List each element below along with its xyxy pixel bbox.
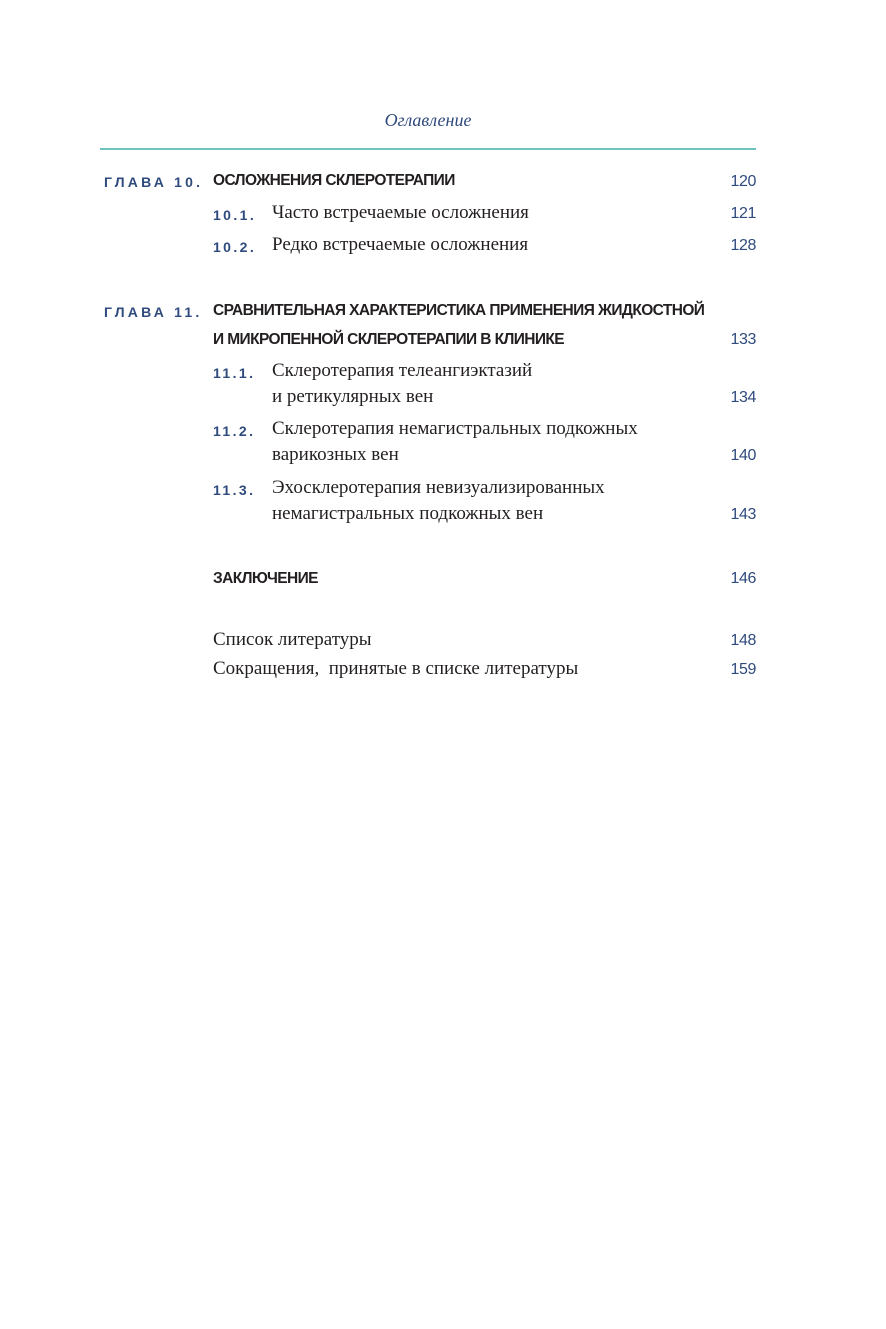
section-title-line-1[interactable]: Эхосклеротерапия невизуализированных bbox=[272, 477, 605, 498]
section-title[interactable]: Редко встречаемые осложнения bbox=[272, 234, 529, 255]
section-number: 11.3. bbox=[213, 482, 256, 498]
section-number: 11.1. bbox=[213, 365, 256, 381]
section-title-line-1[interactable]: Склеротерапия немагистральных подкожных bbox=[272, 418, 638, 439]
section-title-line-1[interactable]: Склеротерапия телеангиэктазий bbox=[272, 360, 533, 381]
abbreviations-title[interactable]: Сокращения, принятые в списке литературы bbox=[213, 658, 579, 679]
page-number: 128 bbox=[730, 237, 756, 254]
page-number: 143 bbox=[730, 506, 756, 523]
section-title[interactable]: Часто встречаемые осложнения bbox=[272, 202, 529, 223]
page-number: 146 bbox=[730, 570, 756, 587]
section-number: 10.1. bbox=[213, 207, 257, 223]
header-divider bbox=[100, 148, 756, 150]
section-number: 10.2. bbox=[213, 239, 257, 255]
chapter-title-line-1[interactable]: СРАВНИТЕЛЬНАЯ ХАРАКТЕРИСТИКА ПРИМЕНЕНИЯ ЖИДКОСТНОЙ bbox=[213, 302, 705, 319]
section-title-line-2[interactable]: немагистральных подкожных вен bbox=[272, 503, 544, 524]
page-number: 121 bbox=[730, 205, 756, 222]
chapter-title-line-2[interactable]: И МИКРОПЕННОЙ СКЛЕРОТЕРАПИИ В КЛИНИКЕ bbox=[213, 331, 564, 348]
page-number: 133 bbox=[730, 331, 756, 348]
page-number: 120 bbox=[730, 173, 756, 190]
chapter-label: ГЛАВА 10. bbox=[104, 174, 204, 190]
section-title-line-2[interactable]: варикозных вен bbox=[272, 444, 399, 465]
conclusion-title[interactable]: ЗАКЛЮЧЕНИЕ bbox=[213, 570, 318, 587]
page-number: 159 bbox=[730, 661, 756, 678]
page-number: 148 bbox=[730, 632, 756, 649]
page-number: 134 bbox=[730, 389, 756, 406]
page-header-title: Оглавление bbox=[384, 110, 472, 130]
chapter-label: ГЛАВА 11. bbox=[104, 304, 203, 320]
references-title[interactable]: Список литературы bbox=[213, 629, 372, 650]
section-title-line-2[interactable]: и ретикулярных вен bbox=[272, 386, 434, 407]
chapter-title[interactable]: ОСЛОЖНЕНИЯ СКЛЕРОТЕРАПИИ bbox=[213, 172, 455, 189]
page-number: 140 bbox=[730, 447, 756, 464]
section-number: 11.2. bbox=[213, 423, 256, 439]
